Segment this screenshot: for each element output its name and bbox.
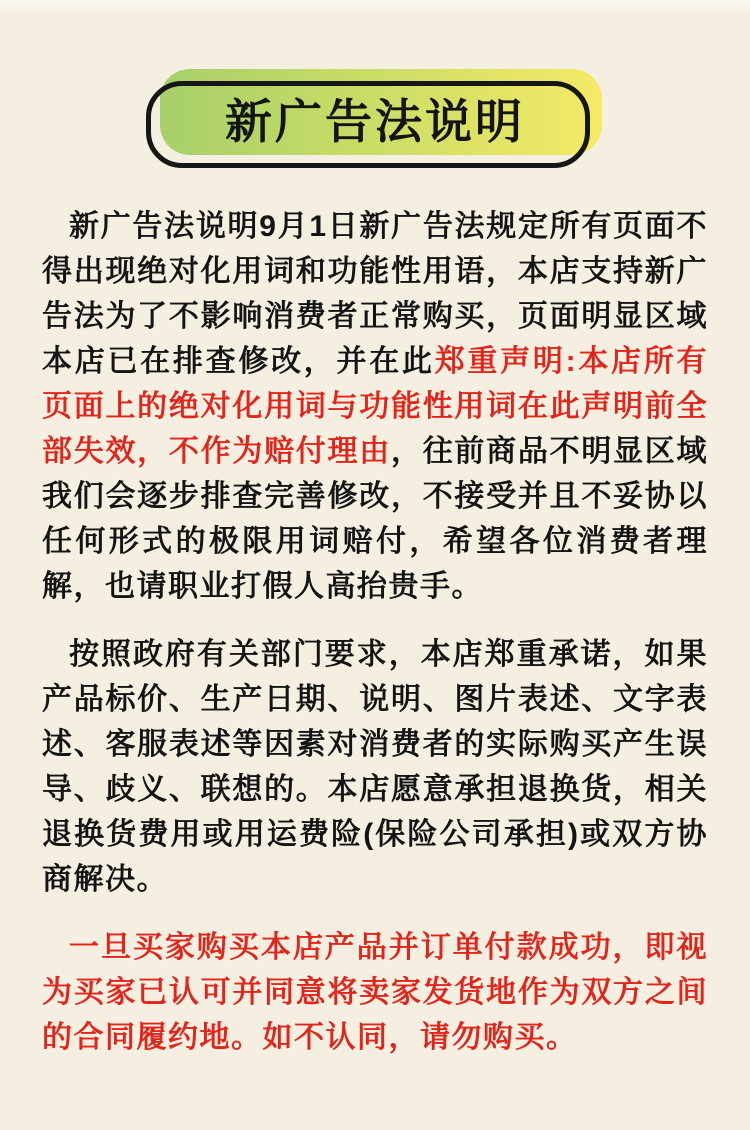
disclaimer-text-block [42,204,708,1060]
page-title: 新广告法说明 [225,95,525,148]
title-badge [146,69,604,168]
paragraph-2-segment-black: 按照政府有关部门要求，本店郑重承诺，如果产品标价、生产日期、说明、图片表述、文字表述、客服表述等因素对消费者的实际购买产生误导、歧义、联想的。本店愿意承担退换货，相关退换货费用或用运费险(保险公司承担)或双方协商解决。 [42,638,708,896]
disclaimer-paragraph-government-commitment [42,632,708,902]
disclaimer-paragraph-purchase-agreement [42,925,708,1060]
paragraph-1-segment-black-closing: ，往前商品不明显区域我们会逐步排查完善修改，不接受并且不妥协以任何形式的极限用词赔付，希望各位消费者理解，也请职业打假人高抬贵手。 [42,435,709,603]
paragraph-1-segment-black-intro: 新广告法说明9月1日新广告法规定所有页面不得出现绝对化用词和功能性用语，本店支持新广告法为了不影响消费者正常购买，页面明显区域本店已在排查修改，并在此 [42,210,708,378]
paragraph-3-segment-red: 一旦买家购买本店产品并订单付款成功，即视为买家已认可并同意将卖家发货地作为双方之间的合同履约地。如不认同，请勿购买。 [42,931,708,1054]
disclaimer-paragraph-advertising-law [42,204,708,609]
paragraph-1-segment-red-declaration: 郑重声明:本店所有页面上的绝对化用词与功能性用词在此声明前全部失效，不作为赔付理由 [42,345,708,468]
